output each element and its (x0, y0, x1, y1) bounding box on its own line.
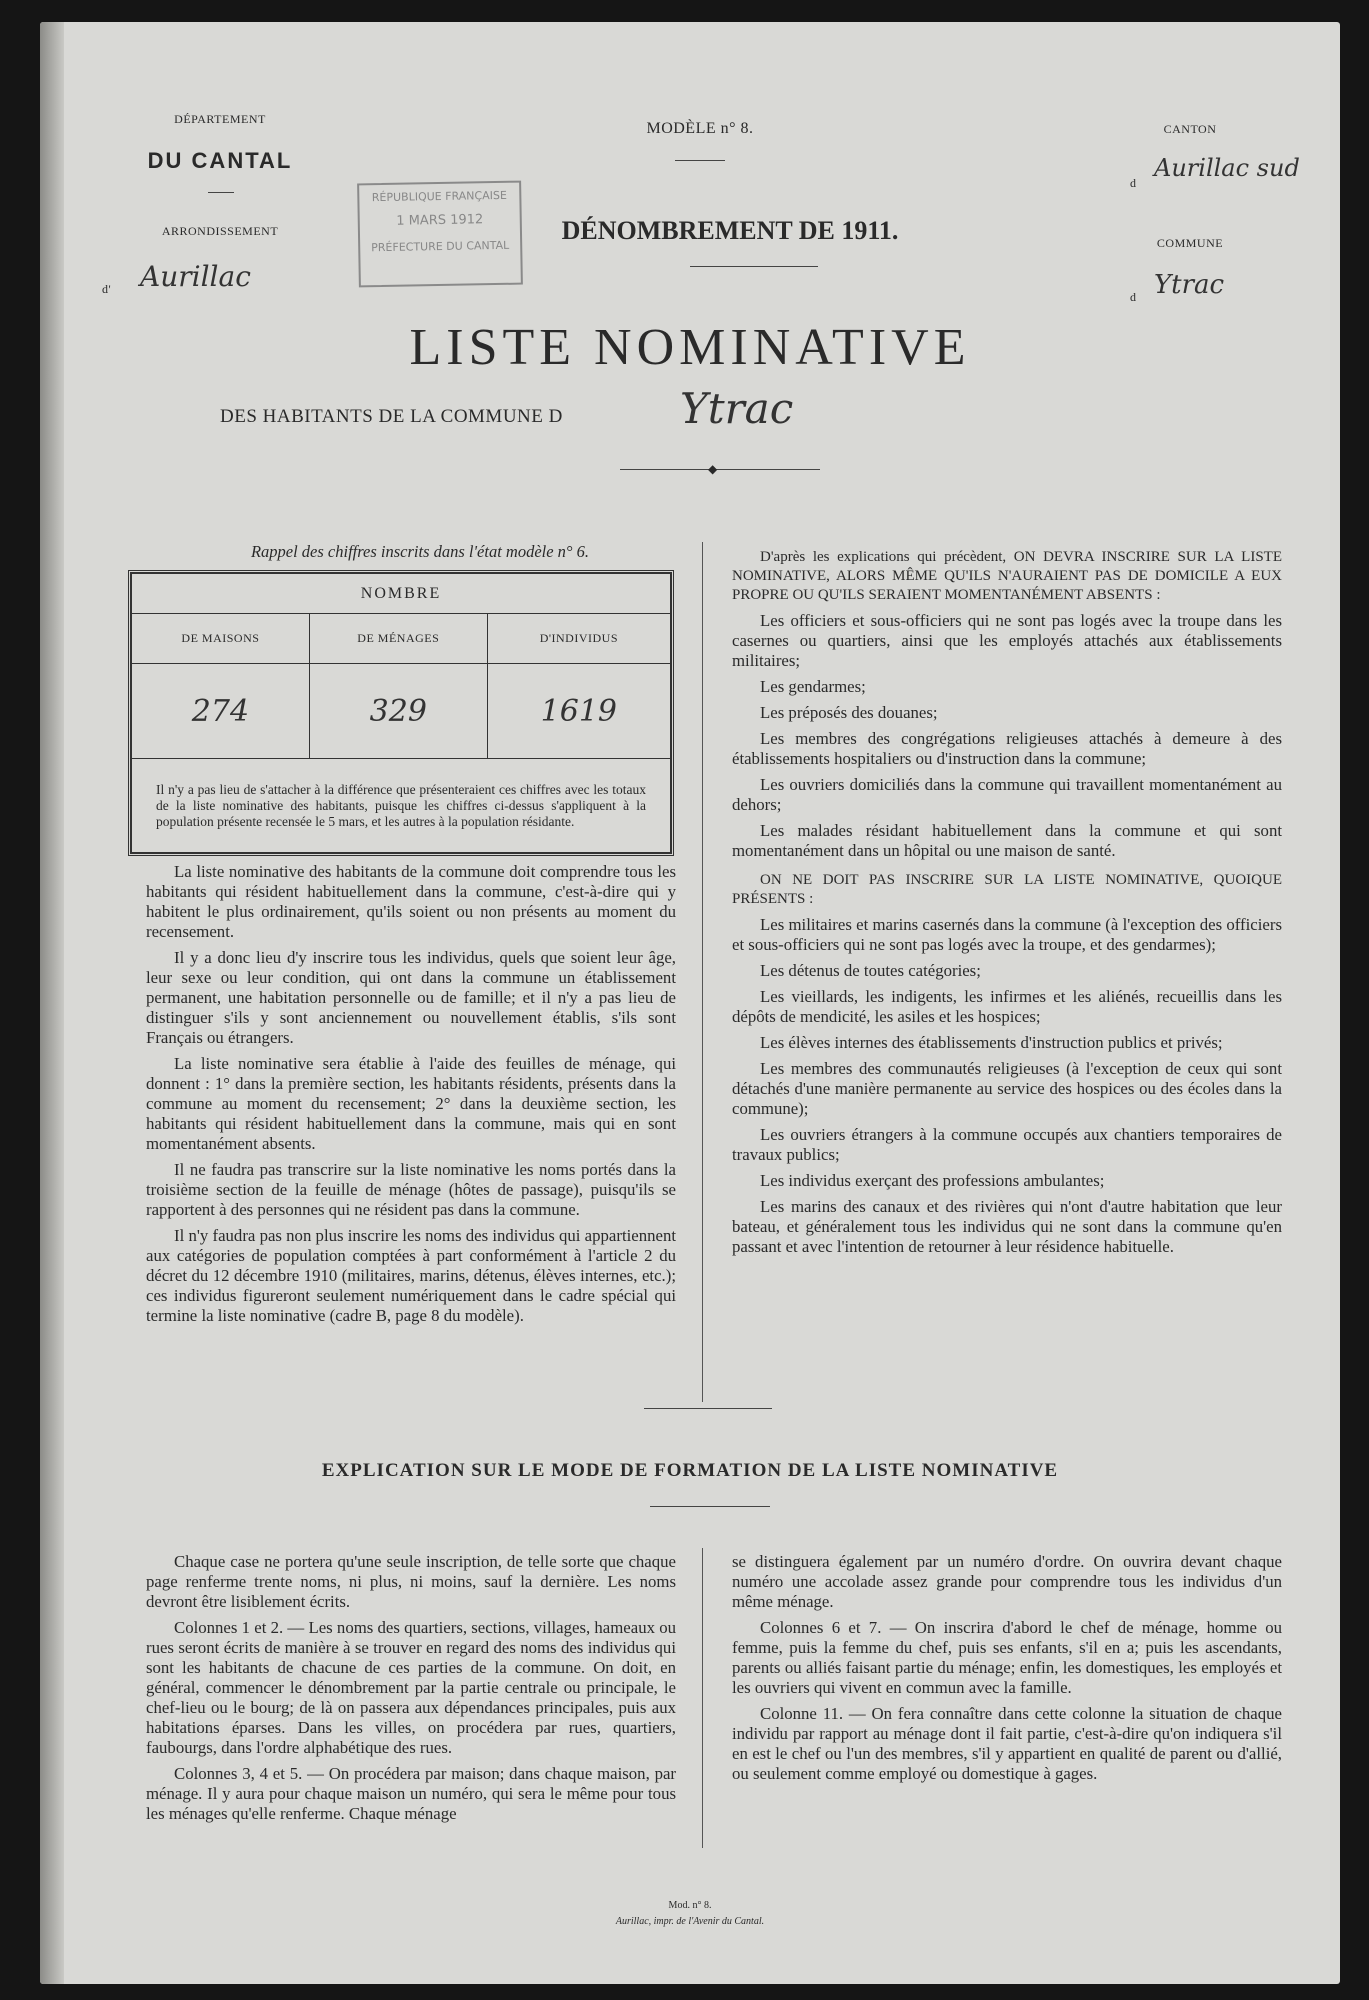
explication-title: EXPLICATION SUR LE MODE DE FORMATION DE LA LISTE NOMINATIVE (321, 1460, 1059, 1481)
denombrement-title: DÉNOMBREMENT DE 1911. (561, 216, 899, 245)
arrondissement-value: Aurillac (140, 260, 251, 293)
left-paragraph: Il y a donc lieu d'y inscrire tous les individus, quels que soient leur âge, leur sexe ou leur condition, qui ont dans la commune un établissement permanent, une habitation personnelle ou de famille; et il n'y a pas lieu de distinguer s'ils y sont anciennement ou nouvellement établis, s'ils sont Français ou étrangers. (146, 948, 676, 1047)
modele-label: MODÈLE n° 8. (646, 120, 754, 137)
left-paragraph: La liste nominative sera établie à l'aide des feuilles de ménage, qui donnent : 1° dans la première section, les habitants résidents, présents dans la commune au moment du recensement; 2° dans la deuxième section, les habitants qui résident habituellement dans la commune, mais qui en sont momentanément absents. (146, 1054, 676, 1153)
individus-header: D'INDIVIDUS (487, 614, 670, 664)
exclure-item: Les marins des canaux et des rivières qui n'ont d'autre habitation que leur bateau, et généralement tous les individus qui ne sont dans la commune qu'en passant et avec l'intention de retourner à leur résidence habituelle. (732, 1197, 1282, 1256)
exclure-item: Les membres des communautés religieuses (à l'exception de ceux qui sont détachés d'une manière permanente au service des hospices ou des écoles dans la commune); (732, 1059, 1282, 1118)
exclure-item: Les vieillards, les indigents, les infirmes et les aliénés, recueillis dans les dépôts de mendicité, les asiles et les hospices; (732, 987, 1282, 1026)
menages-value: 329 (309, 664, 487, 759)
left-paragraph: Il n'y faudra pas non plus inscrire les noms des individus qui appartiennent aux catégories de population comptées à part conformément à l'article 2 du décret du 12 décembre 1910 (militaires, marins, détenus, élèves internes, etc.); ces individus figureront seulement numériquement dans le cadre spécial qui termine la liste nominative (cadre B, page 8 du modèle). (146, 1226, 676, 1325)
exclure-item: Les détenus de toutes catégories; (760, 961, 981, 980)
commune-label: COMMUNE (1156, 236, 1224, 250)
commune-value: Ytrac (1154, 270, 1225, 300)
commune-handwritten: Ytrac (680, 384, 794, 433)
exclure-intro: ON NE DOIT PAS INSCRIRE SUR LA LISTE NOMINATIVE, QUOIQUE PRÉSENTS : (732, 872, 1282, 907)
rappel-note: Il n'y a pas lieu de s'attacher à la différence que présenteraient ces chiffres avec les totaux de la liste nominative des habitants, puisque les chiffres ci-dessus s'appliquent à la population présente recensée le 5 mars, et les autres à la population résidante. (132, 759, 671, 853)
exclure-item: Les ouvriers étrangers à la commune occupés aux chantiers temporaires de travaux publics; (732, 1125, 1282, 1164)
explication-right (732, 1552, 1282, 1790)
rappel-box (128, 570, 674, 856)
menages-header: DE MÉNAGES (309, 614, 487, 664)
rappel-caption: Rappel des chiffres inscrits dans l'état modèle n° 6. (250, 542, 590, 561)
inscrire-item: Les ouvriers domiciliés dans la commune qui travaillent momentanément au dehors; (732, 775, 1282, 814)
inscrire-item: Les officiers et sous-officiers qui ne sont pas logés avec la troupe dans les casernes ou quartiers, ainsi que les employés attachés aux établissements militaires; (732, 611, 1282, 670)
inscrire-item: Les préposés des douanes; (760, 703, 938, 722)
inscrire-intro: D'après les explications qui précèdent, ON DEVRA INSCRIRE SUR LA LISTE NOMINATIVE, ALORS MÊME QU'ILS N'AURAIENT PAS DE DOMICILE A EUX PROPRE OU QU'ILS SERAIENT MOMENTANÉMENT ABSENTS : (732, 549, 1282, 603)
inscrire-item: Les malades résidant habituellement dans la commune et qui sont momentanément dans un hôpital ou une maison de santé. (732, 821, 1282, 860)
departement-name: DU CANTAL (147, 148, 293, 173)
stamp-line-3: PRÉFECTURE DU CANTAL (371, 238, 510, 255)
census-page: DÉPARTEMENT DU CANTAL ARRONDISSEMENT d' Aurillac MODÈLE n° 8. DÉNOMBREMENT DE 1911. RÉPUBLIQUE FRANÇAISE 1 MARS 1912 PRÉFECTURE DU CANTAL CANTON d Aurillac sud COMMUNE d Ytrac LISTE NOMINATIVE DES HABITANTS DE LA COMMUNE D Ytrac ◆ Rappel des chiffres inscrits dans l'état modèle n° 6. NOMBRE DE MAISONS DE MÉNAGES D'INDIVIDUS 274 329 1619 Il n'y a pas lieu de s'attacher à la différence que présenteraient ces chiffres avec les totaux de la liste nominative des habitants, puisque les chiffres ci-dessus s'appliquent à la population présente recensée le 5 mars, et les autres à la population résidante. La liste nominative des habitants de la commune doit comprendre tous les habitants qui résident habituellement dans la commune, c'est-à-dire qui y habitent le plus ordinairement, qu'ils soient ou non présents au moment du recensement. Il y a donc lieu d'y inscrire tous les individus, quels que soient leur âge, leur sexe ou leur condition, qui ont dans la commune un établissement permanent, une habitation personnelle ou de famille; et il n'y a pas lieu de distinguer s'ils y sont anciennement ou nouvellement établis, s'ils sont Français ou étrangers. La liste nominative sera établie à l'aide des feuilles de ménage, qui donnent : 1° dans la première section, les habitants résidents, présents dans la commune au moment du recensement; 2° dans la deuxième section, les habitants qui résident habituellement dans la commune, mais qui en sont momentanément absents. Il ne faudra pas transcrire sur la liste nominative les noms portés dans la troisième section de la feuille de ménage (hôtes de passage), puisqu'ils se rapportent à des personnes qui ne résident pas dans la commune. Il n'y faudra pas non plus inscrire les noms des individus qui appartiennent aux catégories de population comptées à part conformément à l'article 2 du décret du 12 décembre 1910 (militaires, marins, détenus, élèves internes, etc.); ces individus figureront seulement numériquement dans le cadre spécial qui termine la liste nominative (cadre B, page 8 du modèle). D'après les explications qui précèdent, ON DEVRA INSCRIRE SUR LA LISTE NOMINATIVE, ALORS MÊME QU'ILS N'AURAIENT PAS DE DOMICILE A EUX PROPRE OU QU'ILS SERAIENT MOMENTANÉMENT ABSENTS : Les officiers et sous-officiers qui ne sont pas logés avec la troupe dans les casernes ou quartiers, ainsi que les employés attachés aux établissements militaires; Les gendarmes; Les préposés des douanes; Les membres des congrégations religieuses attachés à demeure à des établissements hospitaliers ou d'instruction dans la commune; Les ouvriers domiciliés dans la commune qui travaillent momentanément au dehors; Les malades résidant habituellement dans la commune et qui sont momentanément dans un hôpital ou une maison de santé. ON NE DOIT PAS INSCRIRE SUR LA LISTE NOMINATIVE, QUOIQUE PRÉSENTS : Les militaires et marins casernés dans la commune (à l'exception des officiers et sous-officiers qui ne sont pas logés avec la troupe, et des gendarmes); Les détenus de toutes catégories; Les vieillards, les indigents, les infirmes et les aliénés, recueillis dans les dépôts de mendicité, les asiles et les hospices; Les élèves internes des établissements d'instruction publics et privés; Les membres des communautés religieuses (à l'exception de ceux qui sont détachés d'une manière permanente au service des hospices ou des écoles dans la commune); Les ouvriers étrangers à la commune occupés aux chantiers temporaires de travaux publics; Les individus exerçant des professions ambulantes; Les marins des canaux et des rivières qui n'ont d'autre habitation que leur bateau, et généralement tous les individus qui ne sont dans la commune qu'en passant et avec l'intention de retourner à leur résidence habituelle. EXPLICATION SUR LE MODE DE FORMATION DE LA LISTE NOMINATIVE Chaque case ne portera qu'une seule inscription, de telle sorte que chaque page renferme trente noms, ni plus, ni moins, sauf la dernière. Les noms devront être lisiblement écrits. Colonnes 1 et 2. — Les noms des quartiers, sections, villages, hameaux ou rues seront écrits de manière à se trouver en regard des noms des individus qui sont les habitants de chacune de ces parties de la commune. On doit, en général, commencer le dénombrement par la partie centrale ou principale, le chef-lieu ou le bourg; de là on passera aux dépendances principales, puis aux habitations éparses. Dans les villes, on procédera par rues, quartiers, faubourgs, dans l'ordre alphabétique des rues. Colonnes 3, 4 et 5. — On procédera par maison; dans chaque maison, par ménage. Il y aura pour chaque maison un numéro, qui sera le même pour tous les ménages qu'elle renferme. Chaque ménage se distinguera également par un numéro d'ordre. On ouvrira devant chaque numéro une accolade assez grande pour comprendre tous les individus d'un même ménage. Colonnes 6 et 7. — On inscrira d'abord le chef de ménage, homme ou femme, puis la femme du chef, puis ses enfants, s'il en a; puis les ascendants, parents ou alliés faisant partie du ménage; enfin, les domestiques, les employés et les ouvriers qui vivent en commun avec la famille. Colonne 11. — On fera connaître dans cette colonne la situation de chaque individu par rapport au ménage dont il fait partie, c'est-à-dire qu'on indiquera s'il en est le chef ou l'un des membres, s'il y appartient en qualité de parent ou d'allié, ou seulement comme employé ou domestique à gages. Mod. n° 8. Aurillac, impr. de l'Avenir du Cantal. (40, 22, 1340, 1984)
explication-left (146, 1552, 676, 1830)
canton-value: Aurillac sud (1154, 154, 1300, 182)
exclure-item: Les individus exerçant des professions ambulantes; (760, 1171, 1105, 1190)
inscrire-item: Les membres des congrégations religieuses attachés à demeure à des établissements hospitaliers ou d'instruction dans la commune; (732, 729, 1282, 768)
exclure-item: Les élèves internes des établissements d'instruction publics et privés; (760, 1033, 1223, 1052)
prefecture-stamp (357, 181, 523, 288)
inscrire-item: Les gendarmes; (760, 677, 866, 696)
canton-label: CANTON (1163, 122, 1217, 136)
footer-mod: Mod. n° 8. (668, 1900, 712, 1911)
explication-paragraph: Colonnes 6 et 7. — On inscrira d'abord le chef de ménage, homme ou femme, puis la femme du chef, puis ses enfants, s'il en a; puis les ascendants, parents ou alliés faisant partie du ménage; enfin, les domestiques, les employés et les ouvriers qui vivent en commun avec la famille. (732, 1618, 1282, 1697)
exclure-item: Les militaires et marins casernés dans la commune (à l'exception des officiers et sous-officiers qui ne sont pas logés avec la troupe, et des gendarmes); (732, 915, 1282, 954)
stamp-line-2: 1 MARS 1912 (396, 212, 484, 229)
footer-printer: Aurillac, impr. de l'Avenir du Cantal. (615, 1916, 765, 1927)
commune-prefix: d (1130, 290, 1137, 304)
canton-prefix: d (1130, 176, 1137, 190)
explication-paragraph: Chaque case ne portera qu'une seule inscription, de telle sorte que chaque page renferme trente noms, ni plus, ni moins, sauf la dernière. Les noms devront être lisiblement écrits. (146, 1552, 676, 1611)
maisons-header: DE MAISONS (132, 614, 310, 664)
left-column (146, 862, 676, 1332)
explication-paragraph: se distinguera également par un numéro d'ordre. On ouvrira devant chaque numéro une accolade assez grande pour comprendre tous les individus d'un même ménage. (732, 1552, 1282, 1611)
explication-paragraph: Colonnes 1 et 2. — Les noms des quartiers, sections, villages, hameaux ou rues seront écrits de manière à se trouver en regard des noms des individus qui sont les habitants de chacune de ces parties de la commune. On doit, en général, commencer le dénombrement par la partie centrale ou principale, le chef-lieu ou le bourg; de là on passera aux dépendances principales, puis aux habitations éparses. Dans les villes, on procédera par rues, quartiers, faubourgs, dans l'ordre alphabétique des rues. (146, 1618, 676, 1757)
maisons-value: 274 (132, 664, 310, 759)
individus-value: 1619 (487, 664, 670, 759)
arrondissement-prefix: d' (102, 282, 112, 296)
explication-paragraph: Colonne 11. — On fera connaître dans cette colonne la situation de chaque individu par rapport au ménage dont il fait partie, c'est-à-dire qu'on indiquera s'il en est le chef ou l'un des membres, s'il y appartient en qualité de parent ou d'allié, ou seulement comme employé ou domestique à gages. (732, 1704, 1282, 1783)
departement-label: DÉPARTEMENT (174, 112, 266, 126)
explication-paragraph: Colonnes 3, 4 et 5. — On procédera par maison; dans chaque maison, par ménage. Il y aura pour chaque maison un numéro, qui sera le même pour tous les ménages qu'elle renferme. Chaque ménage (146, 1764, 676, 1823)
left-paragraph: La liste nominative des habitants de la commune doit comprendre tous les habitants qui résident habituellement dans la commune, c'est-à-dire qui y habitent le plus ordinairement, qu'ils soient ou non présents au moment du recensement. (146, 862, 676, 941)
stamp-line-1: RÉPUBLIQUE FRANÇAISE (371, 188, 507, 205)
arrondissement-label: ARRONDISSEMENT (161, 224, 279, 238)
left-paragraph: Il ne faudra pas transcrire sur la liste nominative les noms portés dans la troisième section de la feuille de ménage (hôtes de passage), puisqu'ils se rapportent à des personnes qui ne résident pas dans la commune. (146, 1160, 676, 1219)
nombre-header: NOMBRE (132, 574, 671, 614)
habitants-subtitle: DES HABITANTS DE LA COMMUNE D (220, 406, 563, 427)
right-column (732, 548, 1282, 1263)
liste-nominative-title: LISTE NOMINATIVE (409, 319, 971, 376)
